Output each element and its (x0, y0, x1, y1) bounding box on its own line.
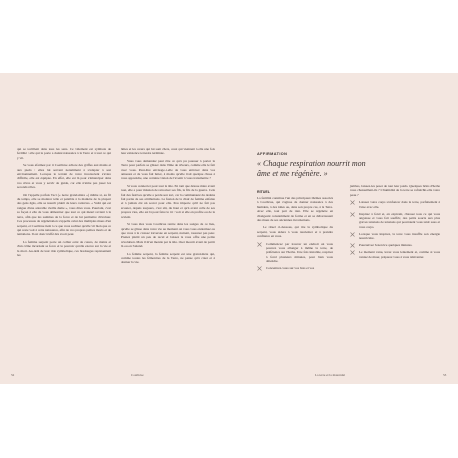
running-head-left: Coatlicue (131, 373, 144, 377)
ritual-step-text: Commencez par trouver un endroit où vous pourrez vous allonger à même la terre, de préférence sur l'herbe. Une fois installée, respirez à fond plusieurs minutes, pour bien vous détendre. (266, 241, 333, 264)
ritual-step (350, 250, 440, 259)
checkmark-x-icon (257, 242, 262, 247)
paragraph: La femme serpent porte un collier orné de cœurs, de mains et d'un crâne incarnant sa force et le pouvoir qu'elle exerce sur la vie et la mort. Au-delà de leur rôle symbolique, ces bredouges représentent les (17, 239, 111, 257)
ritual-step (257, 242, 333, 264)
ritual-step-text: Inspirez à fond et, en expirant, chassez tous ce qui vous angoisse et vous fait souffrir, des petits soucis aux plus graves tensions de tensions qui pourraient vous tenir sous et vous corps. (359, 211, 440, 229)
checkmark-x-icon (350, 250, 355, 255)
right-page-column-1 (257, 196, 333, 273)
ritual-step-text: Lorsque vous inspirez, la terre vous insuffle son énergie nourricière. (359, 231, 440, 241)
page-number-right: 53 (443, 373, 447, 377)
ritual-step-text: Laissez votre corps s'enfoncer dans la terre, parfaitement à l'aise avec elle. (359, 200, 440, 209)
paragraph: Se vous afarmez par ti Coatlicue achore des griffes aux mains et aux pieds : elles lui servent notamment à s'adapter à son environnement. Lorsque le terrain de votre inconscient s'avère difficile, elle est équipée. En effet, elle est là pour s'émanciper dans vos rêves et vous y servir de guide, car elle n'aime pas jouer les seconds rôles. (17, 163, 111, 190)
left-page-column-2 (121, 147, 215, 268)
paragraph: Le rituel ci-dessous, qui tire la symbolique du serpent, vous aidera à vous réorienter et à prendre confiance en vous. (257, 225, 333, 239)
ritual-step (350, 212, 440, 230)
paragraph: Si vous connecter pour tout la tête. En tant que déesse mère avant tout, elle a pour mission de retrouver ses fils, le fils de la guerre. Cela fait des festives qu'elle a perdu son tort, car la communauté du dedans fait partie de ses attributions. La fusion de la chair de femme enfante et à jamais été un secret pour elle. Peu importe qu'il ne fait pas écouter, depuis toujours, c'est sûr, du haut et qu'à avant celle de ses propres vies, elle est là pour faire le tri : voir si elle en profite ou de la revient. (121, 183, 215, 219)
affirmation-quote: « Chaque respiration nourrit mon âme et me régénère. » (257, 159, 366, 178)
left-page-column-1 (17, 147, 111, 260)
paragraph: qui se tortillent dans tous les sens. Ce vêtement est symbole de fertilité : elle qui le porte a donné naissance à la Terre et à tout ce qui y vit. (17, 147, 111, 160)
paragraph: La femme serpent, la femme serpent est une grand-mère qui, comme toutes les fémontres de la Terre, ne pense qu'à créer et à donner la vie. (121, 251, 215, 265)
paragraph: jambes, laissez-les peser de tout leur poids. Quelques brins d'herbe vous chatouillent-ils ? L'humidité de la terre se rafraîchit-elle votre peau ? (350, 184, 440, 197)
paragraph: La fertilité constitue l'un des principaux thèmes associés à Coatlicue, qui s'agisse de donner naissance à des humains, à des idées ou, dans son propre cas, à la Terre. Avec elle, tout part de rien. Elle se régénère en changeant constamment de forme et en se débarrassant des mues de ses anciennes incarnations. (257, 196, 333, 223)
ritual-step (350, 200, 440, 209)
running-head-right: La terre et la maternité (315, 373, 346, 377)
paragraph: On l'appelle parfois Teci (« notre grand-mère ») même si, au fil du temps, elle se montrer telle et paisible à la manière de la plupart des gens âgés, elle se nourrit plutôt de leurs cadavres. « Voilà qui est rangue d'une adorable vieille dame », vous dites vous. Pourtant, c'est sa façon à elle de vous démontrer que tout ce qui meurt revient à la terre, afin que les sommes de la force et de lui permettre d'évoluer. Ces processus de régénération s'appelle celui des multiples mues d'un serpent, et Coatlicue tient à ce que vous sachiez qu'elle vit bien que ce qui reste voit à cette naissance, afin de vos propres petites morts et de tentations. Il est donc truffé dès avoir peur. (17, 192, 111, 237)
ritual-step-text: Concentrez-vous sur vos bras et vos (266, 266, 315, 271)
affirmation-label: AFFIRMATION (257, 152, 288, 156)
ritual-step-text: Le moment venu, levez vous lentement et, comme si vous veniez de muer, préparez vous à vous réinventer. (359, 250, 440, 259)
checkmark-x-icon (350, 243, 355, 248)
rituel-label: RITUEL (257, 190, 270, 194)
ritual-step (350, 232, 440, 241)
checkmark-x-icon (350, 200, 355, 205)
ritual-step-text: Poursuivez l'exercice quelques minutes. (359, 243, 413, 248)
checkmark-x-icon (257, 266, 262, 271)
checkmark-x-icon (350, 212, 355, 217)
checkmark-x-icon (350, 232, 355, 237)
ritual-step (257, 266, 333, 270)
right-page-column-2 (350, 184, 440, 262)
paragraph: Vous vous demandez peut être ce qu'a pu pousser à porter la Terre pour parfois se glisser dans l'âme de rêveurs, comme elle le fait avec vous. Peut-être envisage-t-elle de vous entraver dans vos anneaux et de vous fait lutter, à moins qu'elle n'ait quelque chose à vous apprendre, une certaine vision de l'avenir à vous transmettre ? (121, 158, 215, 181)
page-number-left: 52 (11, 373, 15, 377)
paragraph: Si vous êtes vous Coatlicue rentre dans les songes de ce lieu, qu'elle se glisse dans votre vie au moment où vous vous endormez ou que vous à la croisez traversée en serpent, nuirent, rassurez pas peur. Prenez plutôt un peu de recul et laissez la vous offre une petite révolution. Mais il m'en monde par la tête. Oser mourir avant de partir là ou on l'attend. (121, 222, 216, 249)
paragraph: âmes et les cœurs qui lui sont chers, ceux qui viennent à elle une fois leur existence terrestre terminée. (121, 147, 215, 156)
ritual-step (350, 243, 440, 247)
